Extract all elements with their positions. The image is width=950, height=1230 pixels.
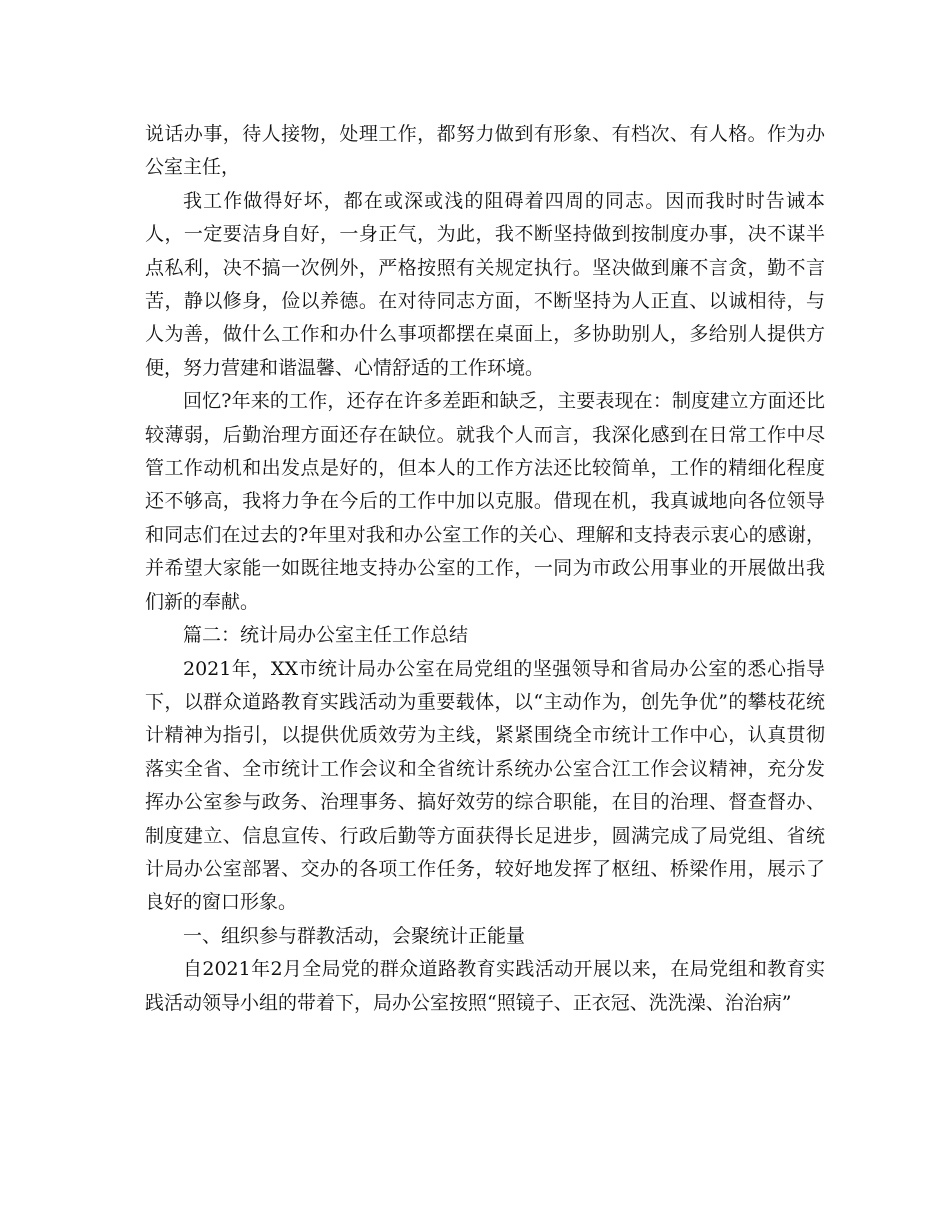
paragraph-1: 说话办事，待人接物，处理工作，都努力做到有形象、有档次、有人格。作为办公室主任，: [145, 123, 825, 179]
section-heading-2: 篇二：统计局办公室主任工作总结: [183, 624, 469, 647]
paragraph-5: 自2021年2月全局党的群众道路教育实践活动开展以来，在局党组和教育实践活动领导小组的带着下，局办公室按照“照镜子、正衣冠、洗洗澡、治治病”: [145, 958, 825, 1014]
paragraph-4: 2021年，XX市统计局办公室在局党组的坚强领导和省局办公室的悉心指导下，以群众道路教育实践活动为重要载体，以“主动作为，创先争优”的攀枝花统计精神为指引，以提供优质效劳为主线，紧紧围绕全市统计工作中心，认真贯彻落实全省、全市统计工作会议和全省统计系统办公室合江工作会议精神，充分发挥办公室参与政务、治理事务、搞好效劳的综合职能，在目的治理、督查督办、制度建立、信息宣传、行政后勤等方面获得长足进步，圆满完成了局党组、省统计局办公室部署、交办的各项工作任务，较好地发挥了枢纽、桥梁作用，展示了良好的窗口形象。: [145, 657, 825, 914]
paragraph-2: 我工作做得好坏，都在或深或浅的阻碍着四周的同志。因而我时时告诫本人，一定要洁身自好，一身正气，为此，我不断坚持做到按制度办事，决不谋半点私利，决不搞一次例外，严格按照有关规定执行。坚决做到廉不言贪，勤不言苦，静以修身，俭以养德。在对待同志方面，不断坚持为人正直、以诚相待，与人为善，做什么工作和办什么事项都摆在桌面上，多协助别人，多给别人提供方便，努力营建和谐温馨、心情舒适的工作环境。: [145, 189, 825, 379]
subsection-heading-1: 一、组织参与群教活动，会聚统计正能量: [183, 924, 526, 947]
document-body: [145, 118, 825, 1020]
paragraph-3: 回忆?年来的工作，还存在许多差距和缺乏，主要表现在：制度建立方面还比较薄弱，后勤治理方面还存在缺位。就我个人而言，我深化感到在日常工作中尽管工作动机和出发点是好的，但本人的工作方法还比较简单，工作的精细化程度还不够高，我将力争在今后的工作中加以克服。借现在机，我真诚地向各位领导和同志们在过去的?年里对我和办公室工作的关心、理解和支持表示衷心的感谢，并希望大家能一如既往地支持办公室的工作，一同为市政公用事业的开展做出我们新的奉献。: [145, 390, 825, 613]
